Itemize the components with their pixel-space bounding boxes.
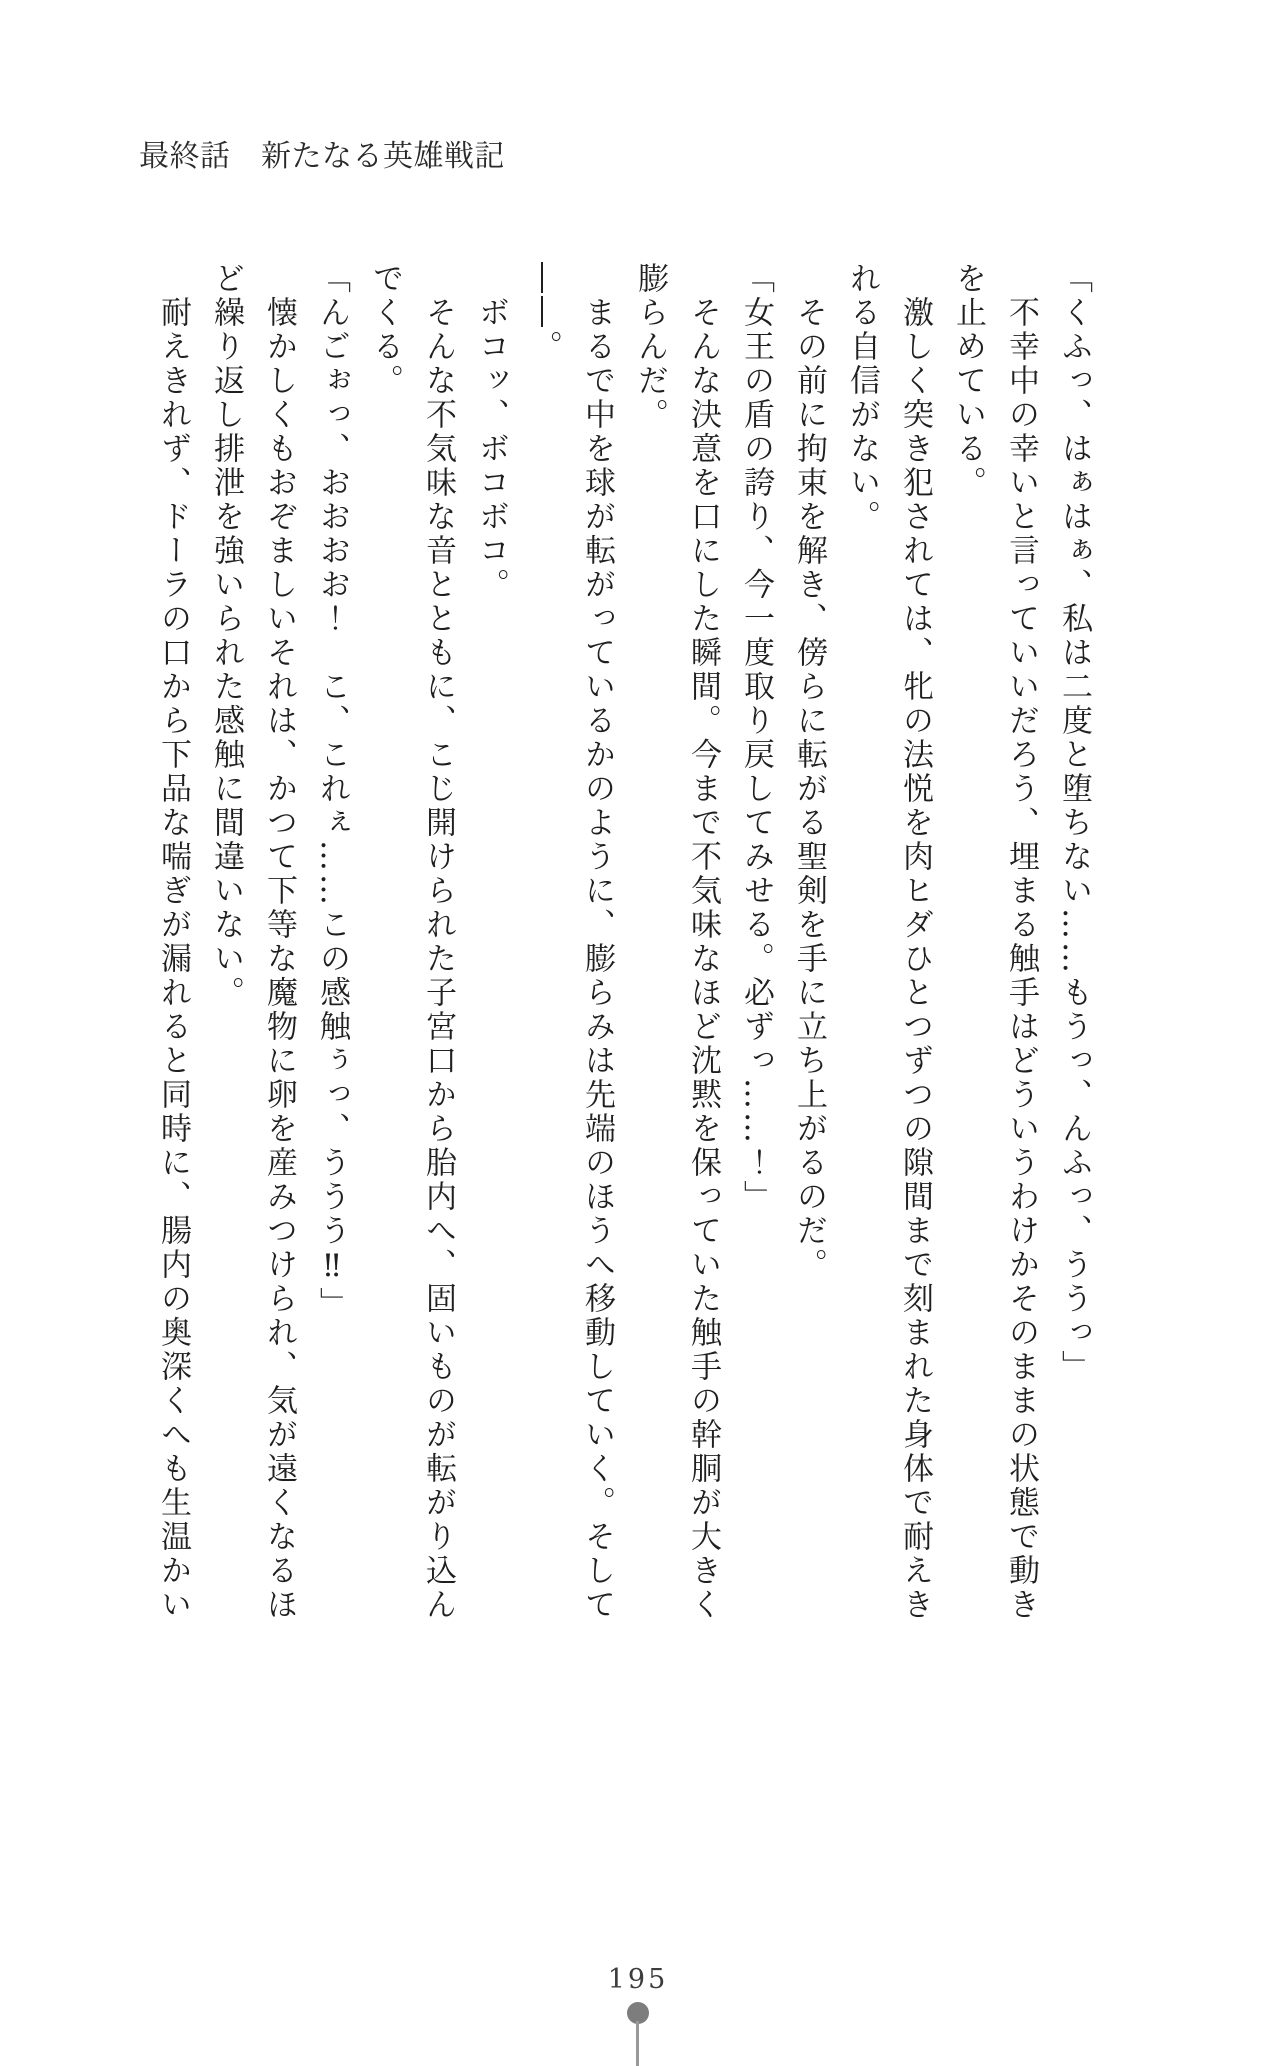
text-column: 懐かしくもおぞましいそれは、かつて下等な魔物に卵を産みつけられ、気が遠くなるほ bbox=[261, 262, 297, 1622]
text-column: その前に拘束を解き、傍らに転がる聖剣を手に立ち上がるのだ。 bbox=[791, 262, 827, 1282]
text-column: ど繰り返し排泄を強いられた感触に間違いない。 bbox=[208, 262, 244, 1010]
text-column: そんな不気味な音とともに、こじ開けられた子宮口から胎内へ、固いものが転がり込ん bbox=[420, 262, 456, 1622]
text-column: でくる。 bbox=[367, 262, 403, 398]
text-column: を止めている。 bbox=[950, 262, 986, 500]
text-column: ボコッ、ボコボコ。 bbox=[473, 262, 509, 602]
text-column: まるで中を球が転がっているかのように、膨らみは先端のほうへ移動していく。そして bbox=[579, 262, 615, 1622]
text-column: れる自信がない。 bbox=[844, 262, 880, 534]
text-column: ――。 bbox=[526, 262, 562, 364]
page-marker-line bbox=[636, 2021, 639, 2066]
main-text-block bbox=[146, 262, 1100, 1634]
text-column: 不幸中の幸いと言っていいだろう、埋まる触手はどういうわけかそのままの状態で動き bbox=[1003, 262, 1039, 1622]
text-column: 耐えきれず、ドーラの口から下品な喘ぎが漏れると同時に、腸内の奥深くへも生温かい bbox=[155, 262, 191, 1622]
text-column: 激しく突き犯されては、牝の法悦を肉ヒダひとつずつの隙間まで刻まれた身体で耐えき bbox=[897, 262, 933, 1622]
text-column: 膨らんだ。 bbox=[632, 262, 668, 432]
text-column: 「んごぉっ、おおおお！ こ、これぇ……この感触ぅっ、ううう‼」 bbox=[314, 262, 350, 1321]
text-column: そんな決意を口にした瞬間。今まで不気味なほど沈黙を保っていた触手の幹胴が大きく bbox=[685, 262, 721, 1622]
chapter-header: 最終話 新たなる英雄戦記 bbox=[139, 139, 505, 174]
page-number: 195 bbox=[607, 1964, 669, 1995]
text-column: 「くふっ、はぁはぁ、私は二度と堕ちない……もうっ、んふっ、ううっ」 bbox=[1056, 262, 1092, 1384]
text-column: 「女王の盾の誇り、今一度取り戻してみせる。必ずっ……！」 bbox=[738, 262, 774, 1214]
